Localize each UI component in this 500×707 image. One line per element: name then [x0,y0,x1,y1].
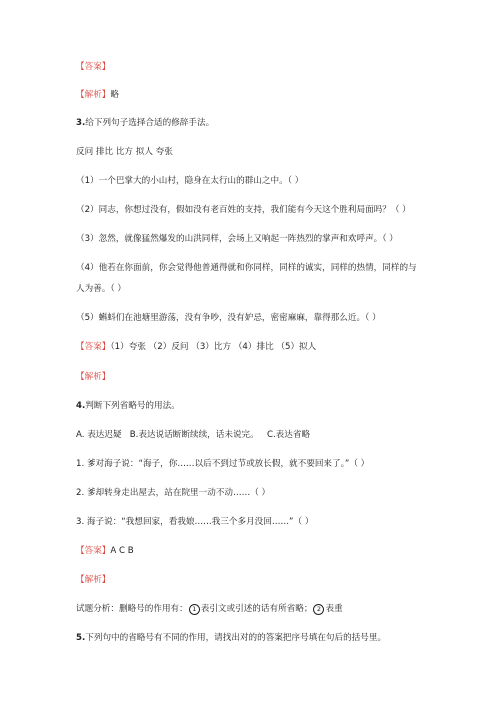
q4-answer-text: A C B [110,546,134,556]
circled-two-icon: 2 [313,604,324,615]
q4-analysis-text [76,603,343,615]
q3-item-1: （1）一个巴掌大的小山村，隐身在太行山的群山之中。（ ） [76,176,304,186]
q4-stem: 判断下列省略号的用法。 [85,401,180,411]
q3-item-4-cont: 人为善。（ ） [76,284,126,294]
q4-number: 4. [76,401,86,411]
q5-stem: 下列句中的省略号有不同的作用，请找出对的的答案把序号填在句后的括号里。 [85,633,387,643]
q3-item-5: （5）蝌蚪们在池塘里游荡，没有争吵，没有妒忌，密密麻麻，靠得那么近。（ ） [76,313,381,323]
q3-title [76,117,214,129]
q4-analysis-part2: 表引文或引述的话有所省略； [200,604,313,614]
prev-answer-tag: 【答案】 [76,62,111,72]
q3-item-2: （2）同志，你想过没有，假如没有老百姓的支持，我们能有今天这个胜利局面吗？（ ） [76,205,411,215]
prev-analysis [76,89,119,101]
q4-item-3: 3. 海子说：“我想回家，看我娘……我三个多月没回……”（ ） [76,517,314,527]
q4-analysis-part3: 表重 [325,604,343,614]
q3-answer [76,341,316,353]
q4-option-b: B.表达说话断断续续，话未说完。 [129,430,259,440]
q3-stem: 给下列句子选择合适的修辞手法。 [85,118,215,128]
prev-analysis-text: 略 [110,90,119,100]
q4-title [76,400,180,412]
q4-options [76,429,310,441]
q3-answer-text: （1）夸张 （2）反问 （3）比方 （4）排比 （5）拟人 [110,342,317,352]
q4-item-1: 1. 爹对海子说：“海子，你……以后不到过节或放长假，就不要回来了。”（ ） [76,459,370,469]
q4-option-a: A. 表达迟疑 [76,430,122,440]
q3-options: 反问 排比 比方 拟人 夸张 [76,147,173,157]
q4-answer-tag: 【答案】 [76,546,111,556]
prev-analysis-tag: 【解析】 [76,90,111,100]
q4-option-c: C.表达省略 [266,430,311,440]
q3-item-4: （4）他若在你面前，你会觉得他普通得就和你同样，同样的诚实，同样的热情，同样的与 [76,263,417,273]
q5-number: 5. [76,633,86,643]
q3-item-3: （3）忽然，就像猛然爆发的山洪同样，会场上又响起一阵热烈的掌声和欢呼声。（ ） [76,234,398,244]
q3-answer-tag: 【答案】 [76,342,111,352]
q3-analysis-tag: 【解析】 [76,372,111,382]
q4-analysis-tag: 【解析】 [76,575,111,585]
q4-item-2: 2. 爹却转身走出屋去，站在院里一动不动……（ ） [76,488,271,498]
q4-answer [76,545,134,557]
q4-analysis-part1: 试题分析：删略号的作用有： [76,604,188,614]
q3-number: 3. [76,118,86,128]
q5-title [76,632,386,644]
circled-one-icon: 1 [189,604,200,615]
